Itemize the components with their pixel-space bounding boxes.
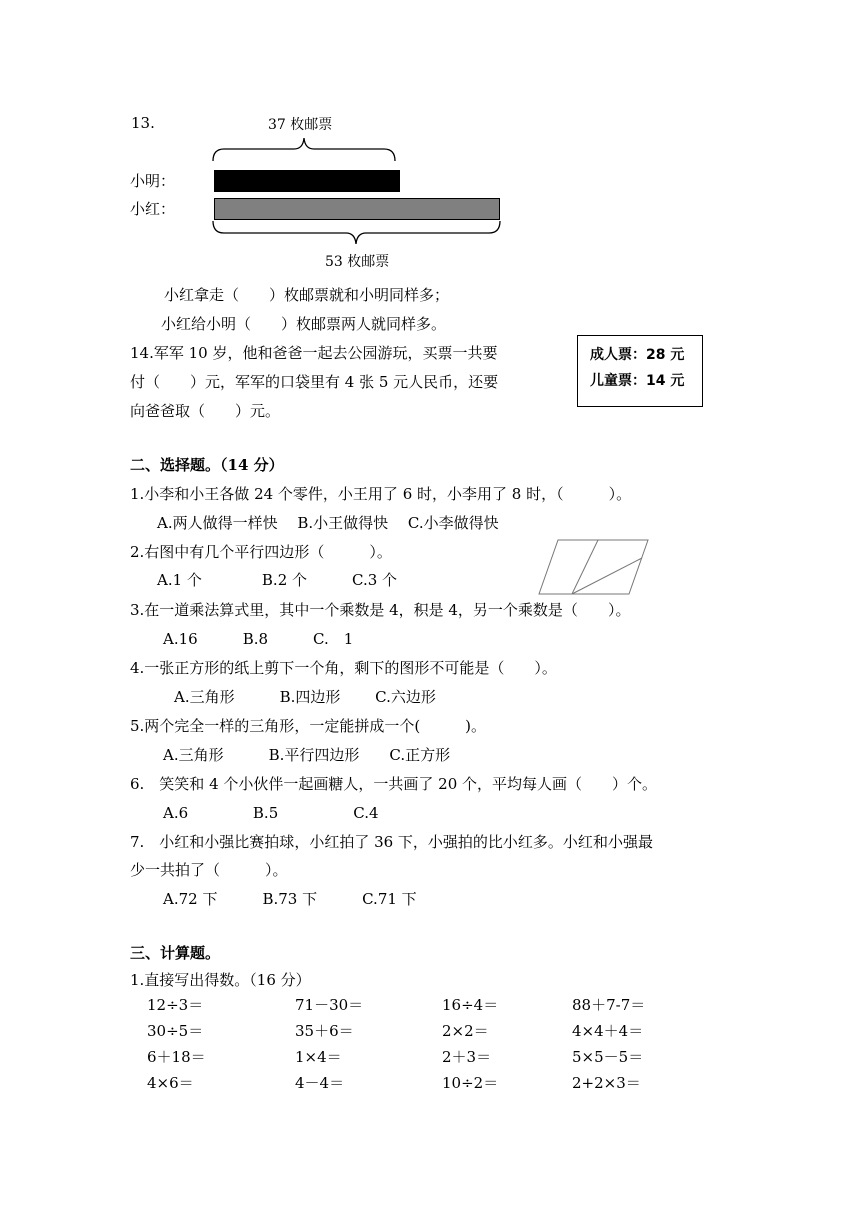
q14-line3: 向爸爸取（ ）元。 [130, 402, 281, 420]
calc-r1-c4: 88＋7-7＝ [572, 996, 646, 1014]
question-5-options: A.三角形 B.平行四边形 C.正方形 [163, 746, 451, 764]
calc-r3-c2: 1×4＝ [295, 1048, 342, 1066]
calc-r3-c4: 5×5－5＝ [572, 1048, 644, 1066]
q14-line2: 付（ ）元，军军的口袋里有 4 张 5 元人民币，还要 [130, 373, 499, 391]
adult-ticket-price: 成人票：28 元 [590, 347, 685, 363]
section3-heading: 三、计算题。 [130, 944, 221, 962]
question-6-options: A.6 B.5 C.4 [163, 804, 379, 822]
xiaohong-label: 小红： [130, 200, 176, 218]
question-7-options: A.72 下 B.73 下 C.71 下 [163, 890, 417, 908]
question-7: 7. 小红和小强比赛拍球，小红拍了 36 下，小强拍的比小红多。小红和小强最 [130, 833, 653, 851]
question-1-options: A.两人做得一样快 B.小王做得快 C.小李做得快 [157, 514, 499, 532]
calc-r4-c3: 10÷2＝ [442, 1074, 499, 1092]
calc-r4-c4: 2+2×3＝ [572, 1074, 641, 1092]
calc-r2-c4: 4×4＋4＝ [572, 1022, 644, 1040]
calc-r4-c1: 4×6＝ [147, 1074, 194, 1092]
q13-line1: 小红拿走（ ）枚邮票就和小明同样多； [164, 286, 450, 304]
calc-r1-c3: 16÷4＝ [442, 996, 499, 1014]
q14-line1: 14.军军 10 岁，他和爸爸一起去公园游玩，买票一共要 [130, 344, 498, 362]
bottom-brace [212, 220, 502, 246]
section2-heading: 二、选择题。（14 分） [130, 456, 284, 474]
calc-r1-c2: 71－30＝ [295, 996, 364, 1014]
q13-line2: 小红给小明（ ）枚邮票两人就同样多。 [161, 315, 447, 333]
question-2: 2.右图中有几个平行四边形（ ）。 [130, 543, 392, 561]
calc-r2-c1: 30÷5＝ [147, 1022, 204, 1040]
question-4-options: A.三角形 B.四边形 C.六边形 [174, 688, 436, 706]
question-3-options: A.16 B.8 C. 1 [163, 630, 354, 648]
xiaoming-label: 小明： [130, 172, 176, 190]
section3-subheading: 1.直接写出得数。（16 分） [130, 971, 311, 989]
question-2-options: A.1 个 B.2 个 C.3 个 [157, 571, 398, 589]
question-1: 1.小李和小王各做 24 个零件，小王用了 6 时，小李用了 8 时，（ ）。 [130, 485, 632, 503]
q13-bottom-label: 53 枚邮票 [325, 254, 390, 270]
calc-r3-c1: 6＋18＝ [147, 1048, 206, 1066]
question-7-continued: 少一共拍了（ ）。 [130, 861, 288, 879]
question-4: 4.一张正方形的纸上剪下一个角，剩下的图形不可能是（ ）。 [130, 659, 557, 677]
question-6: 6. 笑笑和 4 个小伙伴一起画糖人，一共画了 20 个，平均每人画（ ）个。 [130, 775, 658, 793]
xiaohong-stamp-bar [214, 198, 500, 220]
question-3: 3.在一道乘法算式里，其中一个乘数是 4，积是 4，另一个乘数是（ ）。 [130, 601, 631, 619]
calc-r1-c1: 12÷3＝ [147, 996, 204, 1014]
q13-number: 13. [131, 114, 155, 132]
calc-r3-c3: 2＋3＝ [442, 1048, 492, 1066]
xiaoming-stamp-bar [214, 170, 400, 192]
calc-r2-c2: 35＋6＝ [295, 1022, 354, 1040]
question-5: 5.两个完全一样的三角形，一定能拼成一个( )。 [130, 717, 487, 735]
top-brace [212, 137, 396, 163]
calc-r4-c2: 4－4＝ [295, 1074, 345, 1092]
calc-r2-c3: 2×2＝ [442, 1022, 489, 1040]
q13-top-label: 37 枚邮票 [268, 117, 333, 133]
ticket-price-box [577, 335, 703, 407]
parallelogram-figure [538, 538, 650, 596]
child-ticket-price: 儿童票：14 元 [590, 373, 685, 389]
